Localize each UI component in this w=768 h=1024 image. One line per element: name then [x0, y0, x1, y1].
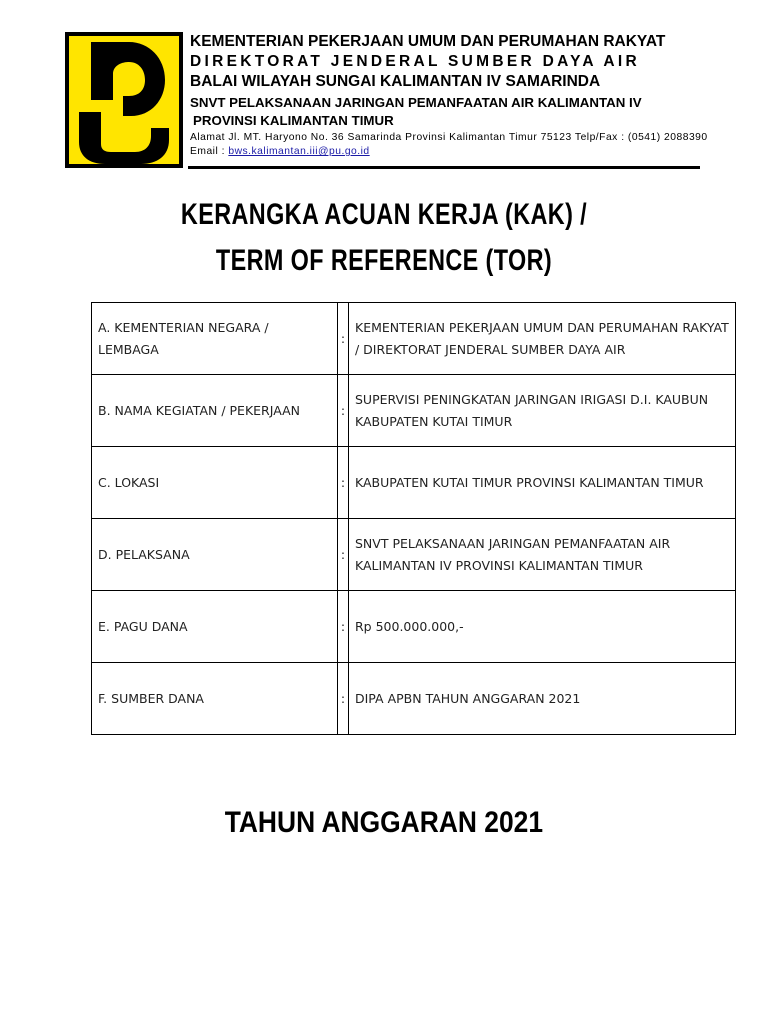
- province-name: PROVINSI KALIMANTAN TIMUR: [193, 113, 394, 128]
- pupr-logo: [65, 32, 183, 168]
- row-label: C. LOKASI: [92, 447, 338, 519]
- row-label: B. NAMA KEGIATAN / PEKERJAAN: [92, 375, 338, 447]
- row-label: E. PAGU DANA: [92, 591, 338, 663]
- row-value: Rp 500.000.000,-: [349, 591, 736, 663]
- table-row: [92, 375, 736, 447]
- unit-name: SNVT PELAKSANAAN JARINGAN PEMANFAATAN AIR KALIMANTAN IV: [190, 95, 642, 110]
- address-text: Alamat Jl. MT. Haryono No. 36 Samarinda Provinsi Kalimantan Timur 75123 Telp/Fax : (0541) 2088390 Email :: [190, 132, 708, 157]
- kak-table: [91, 302, 736, 735]
- office-name: BALAI WILAYAH SUNGAI KALIMANTAN IV SAMARINDA: [190, 73, 601, 90]
- title-line-2: TERM OF REFERENCE (TOR): [215, 244, 553, 277]
- ministry-name: KEMENTERIAN PEKERJAAN UMUM DAN PERUMAHAN RAKYAT: [190, 33, 666, 50]
- row-value: SUPERVISI PENINGKATAN JARINGAN IRIGASI D.I. KAUBUN KABUPATEN KUTAI TIMUR: [349, 375, 736, 447]
- email-link[interactable]: bws.kalimantan.iii@pu.go.id: [228, 146, 370, 157]
- row-colon: :: [338, 591, 349, 663]
- table-row: [92, 447, 736, 519]
- table-row: [92, 591, 736, 663]
- address-block: [190, 131, 710, 159]
- row-label: A. KEMENTERIAN NEGARA / LEMBAGA: [92, 303, 338, 375]
- pupr-logo-icon: [65, 32, 183, 168]
- letterhead: [190, 32, 710, 159]
- title-line-1: KERANGKA ACUAN KERJA (KAK) /: [180, 198, 588, 231]
- directorate-name: DIREKTORAT JENDERAL SUMBER DAYA AIR: [190, 53, 640, 70]
- fiscal-year-text: TAHUN ANGGARAN 2021: [224, 806, 544, 839]
- row-colon: :: [338, 663, 349, 735]
- row-value: SNVT PELAKSANAAN JARINGAN PEMANFAATAN AIR KALIMANTAN IV PROVINSI KALIMANTAN TIMUR: [349, 519, 736, 591]
- table-row: [92, 519, 736, 591]
- table-row: [92, 663, 736, 735]
- row-value: DIPA APBN TAHUN ANGGARAN 2021: [349, 663, 736, 735]
- fiscal-year-footer: [0, 806, 768, 840]
- row-label: F. SUMBER DANA: [92, 663, 338, 735]
- row-colon: :: [338, 447, 349, 519]
- row-label: D. PELAKSANA: [92, 519, 338, 591]
- row-value: KEMENTERIAN PEKERJAAN UMUM DAN PERUMAHAN RAKYAT / DIREKTORAT JENDERAL SUMBER DAYA AIR: [349, 303, 736, 375]
- letterhead-divider: [188, 166, 700, 169]
- document-title: [0, 192, 768, 284]
- table-row: [92, 303, 736, 375]
- row-value: KABUPATEN KUTAI TIMUR PROVINSI KALIMANTAN TIMUR: [349, 447, 736, 519]
- row-colon: :: [338, 519, 349, 591]
- row-colon: :: [338, 303, 349, 375]
- row-colon: :: [338, 375, 349, 447]
